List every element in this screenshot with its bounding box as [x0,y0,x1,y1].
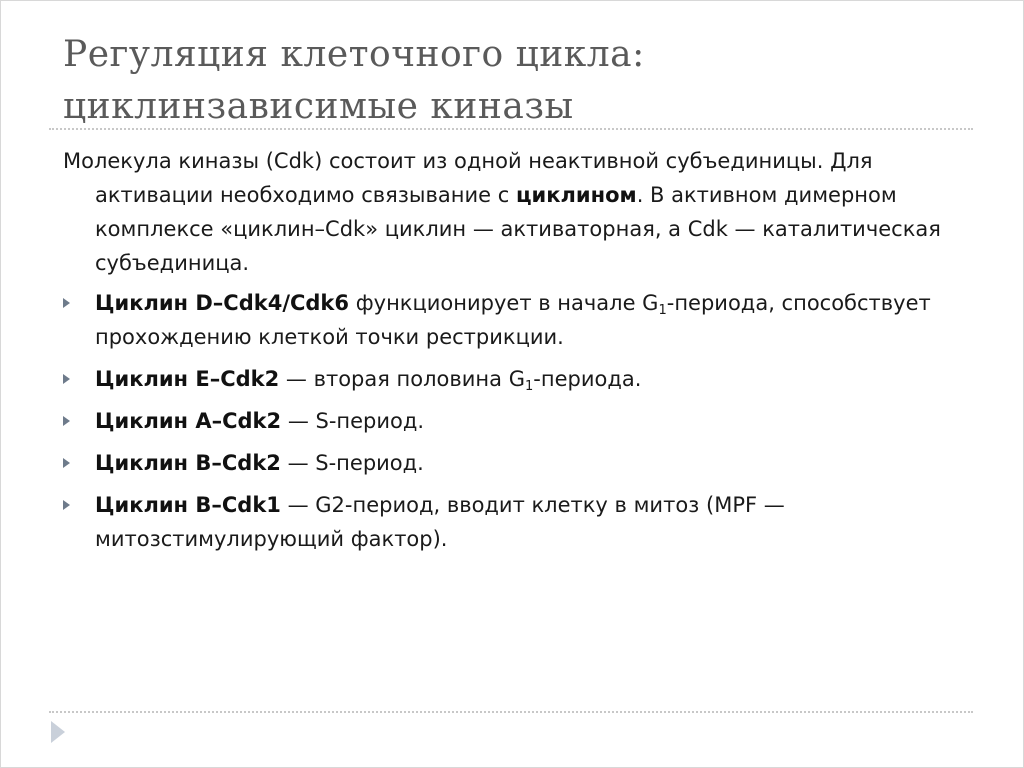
bullet-text-tail: -периода. [533,367,642,391]
bullet-arrow-icon [63,500,70,510]
bullet-text: — вторая половина G [279,367,525,391]
title-line-1: Регуляция клеточного цикла: [63,34,645,75]
bullet-item [63,488,968,556]
bullet-text: — S-период. [280,451,424,475]
bullet-arrow-icon [63,416,70,426]
intro-text-1: Молекула киназы (Cdk) состоит из одной неактивной субъединицы. Для активации необходимо связывание с [63,149,873,207]
bullet-text: — S-период. [281,409,425,433]
intro-bold: циклином [515,183,637,207]
bullet-arrow-icon [63,374,70,384]
bullet-item [63,446,968,480]
bullet-bold: Циклин A–Cdk2 [95,409,282,433]
bullet-bold: Циклин D–Cdk4/Cdk6 [95,291,350,315]
bullet-bold: Циклин B–Cdk1 [95,493,281,517]
bullet-text: — G2-период, вводит клетку в митоз (MPF — митозстимулирующий фактор). [95,493,785,551]
bullet-bold: Циклин E–Cdk2 [95,367,280,391]
bullet-subscript: 1 [658,303,667,318]
bullet-arrow-icon [63,298,70,308]
bullet-text-tail: -периода, способствует прохождению клеткой точки рестрикции. [95,291,931,349]
bullet-text: функционирует в начале G [349,291,659,315]
title-divider [49,128,973,130]
bullet-arrow-icon [63,458,70,468]
bullet-item [63,362,968,396]
play-triangle-icon [51,721,65,743]
slide-body [63,144,968,564]
intro-paragraph [63,144,968,280]
footer-divider [49,711,973,713]
bullet-item [63,404,968,438]
bullet-subscript: 1 [524,379,534,394]
intro-text-2: . В активном димерном комплексе «циклин–Cdk» циклин — активаторная, а Cdk — каталитическая субъединица. [95,183,941,275]
bullet-item [63,286,968,354]
slide-title [63,29,963,133]
bullet-bold: Циклин B–Cdk2 [95,451,281,475]
bullet-list [63,286,968,556]
title-line-2: циклинзависимые киназы [63,86,574,127]
